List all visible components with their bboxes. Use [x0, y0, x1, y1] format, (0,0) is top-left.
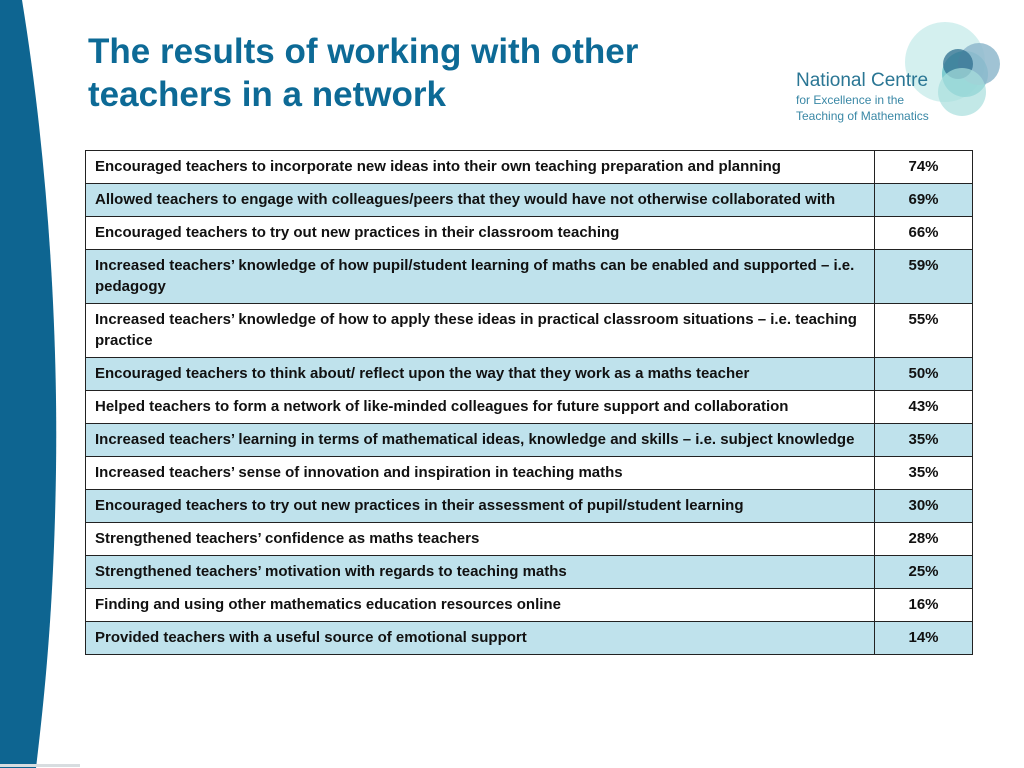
statement-cell: Increased teachers’ knowledge of how pupil/student learning of maths can be enabled and supported – i.e. pedagogy: [86, 250, 875, 304]
statement-cell: Strengthened teachers’ motivation with regards to teaching maths: [86, 556, 875, 589]
percentage-cell: 55%: [875, 304, 973, 358]
slide-title: The results of working with other teachers in a network: [88, 32, 639, 114]
percentage-cell: 28%: [875, 523, 973, 556]
percentage-cell: 69%: [875, 184, 973, 217]
table-row: [86, 304, 973, 358]
percentage-cell: 74%: [875, 151, 973, 184]
percentage-cell: 25%: [875, 556, 973, 589]
statement-cell: Increased teachers’ knowledge of how to apply these ideas in practical classroom situations – i.e. teaching practice: [86, 304, 875, 358]
percentage-cell: 50%: [875, 358, 973, 391]
table-row: [86, 424, 973, 457]
statement-cell: Strengthened teachers’ confidence as maths teachers: [86, 523, 875, 556]
statement-cell: Encouraged teachers to incorporate new ideas into their own teaching preparation and planning: [86, 151, 875, 184]
percentage-cell: 16%: [875, 589, 973, 622]
table-row: [86, 358, 973, 391]
logo-subtitle-line2: Teaching of Mathematics: [796, 109, 929, 123]
statement-cell: Encouraged teachers to think about/ reflect upon the way that they work as a maths teacher: [86, 358, 875, 391]
table-row: [86, 184, 973, 217]
left-swoosh-decoration: [0, 0, 80, 768]
percentage-cell: 59%: [875, 250, 973, 304]
statement-cell: Allowed teachers to engage with colleagues/peers that they would have not otherwise collaborated with: [86, 184, 875, 217]
table-row: [86, 250, 973, 304]
percentage-cell: 35%: [875, 424, 973, 457]
ncetm-logo: [790, 20, 1010, 130]
table-row: [86, 391, 973, 424]
statement-cell: Provided teachers with a useful source of emotional support: [86, 622, 875, 655]
logo-subtitle-line1: for Excellence in the: [796, 93, 905, 107]
table-row: [86, 217, 973, 250]
percentage-cell: 14%: [875, 622, 973, 655]
percentage-cell: 66%: [875, 217, 973, 250]
statement-cell: Helped teachers to form a network of like-minded colleagues for future support and collaboration: [86, 391, 875, 424]
table-row: [86, 622, 973, 655]
table-row: [86, 556, 973, 589]
statement-cell: Increased teachers’ learning in terms of mathematical ideas, knowledge and skills – i.e. subject knowledge: [86, 424, 875, 457]
table-row: [86, 523, 973, 556]
statement-cell: Finding and using other mathematics education resources online: [86, 589, 875, 622]
table-row: [86, 151, 973, 184]
percentage-cell: 43%: [875, 391, 973, 424]
statement-cell: Encouraged teachers to try out new practices in their classroom teaching: [86, 217, 875, 250]
table-row: [86, 457, 973, 490]
table-row: [86, 490, 973, 523]
results-table: [85, 150, 973, 655]
statement-cell: Encouraged teachers to try out new practices in their assessment of pupil/student learning: [86, 490, 875, 523]
bottom-divider: [0, 764, 80, 767]
statement-cell: Increased teachers’ sense of innovation and inspiration in teaching maths: [86, 457, 875, 490]
percentage-cell: 35%: [875, 457, 973, 490]
table-row: [86, 589, 973, 622]
percentage-cell: 30%: [875, 490, 973, 523]
logo-name: National Centre: [796, 70, 929, 91]
